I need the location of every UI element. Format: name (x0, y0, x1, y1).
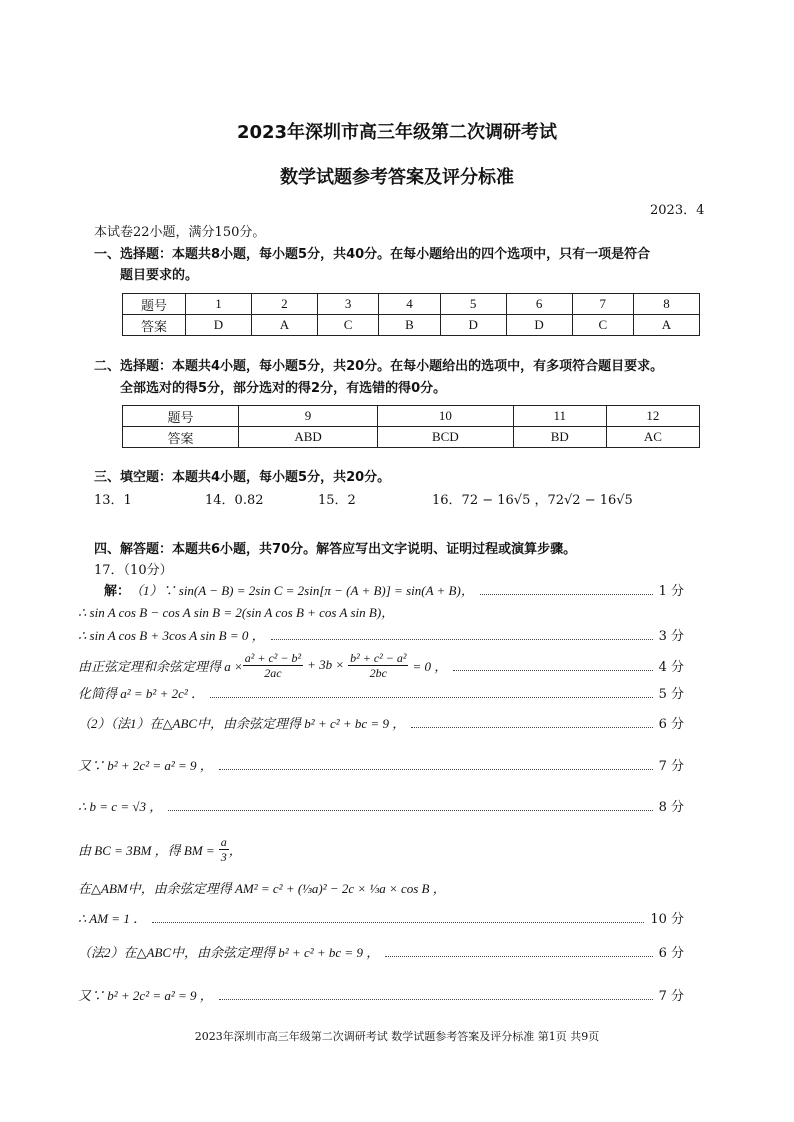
score-points: 4 分 (658, 659, 684, 675)
section2-heading-line2: 全部选对的得5分，部分选对的得2分，有选错的得0分。 (120, 381, 447, 396)
table-row (123, 406, 700, 427)
exam-intro: 本试卷22小题，满分150分。 (94, 225, 266, 240)
solution-text: 由正弦定理和余弦定理得 a × (78, 658, 243, 674)
fraction (348, 651, 408, 680)
fraction-numerator: b² + c² − a² (350, 650, 407, 665)
dot-leader (210, 687, 653, 698)
score-points: 6 分 (658, 945, 684, 961)
dot-leader (385, 946, 652, 957)
score-points: 6 分 (658, 716, 684, 732)
section3-heading: 三、填空题：本题共4小题，每小题5分，共20分。 (94, 470, 391, 485)
answer-15: 15．2 (318, 493, 356, 508)
table-cell: C (317, 315, 378, 336)
table-cell: A (251, 315, 317, 336)
solution-line-12 (78, 942, 684, 960)
page-footer: 2023年深圳市高三年级第二次调研考试 数学试题参考答案及评分标准 第1页 共9页 (194, 1030, 600, 1043)
solution-line-11 (78, 908, 684, 926)
solution-text: 由 BC = 3BM ，得 BM = (78, 842, 215, 858)
score-points: 8 分 (658, 799, 684, 815)
dot-leader (411, 717, 652, 728)
answer-16: 16．72 − 16√5 ，72√2 − 16√5 (432, 493, 633, 508)
solution-text: ∴ AM = 1 ． (78, 910, 147, 926)
table-cell: BD (513, 427, 606, 448)
dot-leader (219, 759, 653, 770)
solution-line-3 (78, 625, 684, 643)
table-cell: 12 (606, 406, 699, 427)
table-cell: 8 (633, 294, 699, 315)
table-cell: 4 (379, 294, 440, 315)
question-17-label: 17．（10分） (94, 563, 173, 578)
solution-text: ∴ sin A cos B − cos A sin B = 2(sin A cos B + cos A sin B)， (78, 604, 395, 620)
solution-text: = 0 ， (412, 658, 448, 674)
table-row (123, 315, 700, 336)
score-points: 10 分 (650, 911, 684, 927)
table-cell: C (572, 315, 633, 336)
fraction-numerator: a (220, 834, 227, 849)
table-cell: 9 (239, 406, 378, 427)
table-cell: 答案 (123, 315, 186, 336)
fraction (219, 835, 229, 864)
solution-text: 又∵ b² + 2c² = a² = 9 ， (78, 757, 213, 773)
table-cell: D (186, 315, 252, 336)
table-cell: AC (606, 427, 699, 448)
solution-text: （法2）在△ABC中，由余弦定理得 b² + c² + bc = 9 ， (78, 944, 380, 960)
table-cell: 11 (513, 406, 606, 427)
solution-line-7 (78, 755, 684, 773)
table-cell: BCD (378, 427, 514, 448)
solution-text: ∴ sin A cos B + 3cos A sin B = 0 ， (78, 627, 265, 643)
table-cell: 7 (572, 294, 633, 315)
solution-line-8 (78, 796, 684, 814)
fraction-denominator: 3 (220, 849, 227, 864)
score-points: 7 分 (658, 988, 684, 1004)
dot-leader (152, 912, 644, 923)
table-cell: B (379, 315, 440, 336)
table-cell: 1 (186, 294, 252, 315)
fraction (243, 651, 303, 680)
dot-leader (219, 989, 653, 1000)
fraction-numerator: a² + c² − b² (244, 650, 302, 665)
dot-leader (168, 800, 652, 811)
table-cell: D (506, 315, 572, 336)
dot-leader (271, 629, 653, 640)
fraction-denominator: 2bc (369, 665, 387, 680)
solution-text: 在△ABM中，由余弦定理得 AM² = c² + (⅓a)² − 2c × ⅓a × cos B ， (78, 880, 446, 896)
solution-line-13 (78, 985, 684, 1003)
table-cell: 6 (506, 294, 572, 315)
solution-text: + 3b × (307, 657, 345, 672)
table-cell: 2 (251, 294, 317, 315)
solution-line-5 (78, 683, 684, 701)
solution-text: ， (228, 842, 242, 858)
fraction-denominator: 2ac (264, 665, 282, 680)
answer-14: 14．0.82 (205, 493, 264, 508)
solution-text: 化简得 a² = b² + 2c² ． (78, 685, 205, 701)
table-row (123, 294, 700, 315)
table-cell: 5 (440, 294, 506, 315)
exam-date: 2023．4 (650, 203, 705, 218)
solution-line-1 (104, 580, 684, 598)
table-row (123, 427, 700, 448)
table-cell: 题号 (123, 294, 186, 315)
solution-text: （1）∵ sin(A − B) = 2sin C = 2sin[π − (A + B)] = sin(A + B)， (130, 582, 474, 598)
solution-line-2 (78, 602, 684, 620)
solution-line-9 (78, 834, 684, 864)
table-cell: 题号 (123, 406, 239, 427)
table-cell: 3 (317, 294, 378, 315)
solution-text: 又∵ b² + 2c² = a² = 9 ， (78, 987, 213, 1003)
solution-line-10 (78, 878, 684, 896)
table-cell: D (440, 315, 506, 336)
answer-table-1 (122, 293, 700, 336)
solution-text: （2）（法1）在△ABC中，由余弦定理得 b² + c² + bc = 9 ， (78, 715, 406, 731)
table-cell: A (633, 315, 699, 336)
page-title: 2023年深圳市高三年级第二次调研考试 (236, 122, 558, 143)
section1-heading-line1: 一、选择题：本题共8小题，每小题5分，共40分。在每小题给出的四个选项中，只有一项是符合 (94, 247, 651, 262)
dot-leader (453, 660, 652, 671)
table-cell: ABD (239, 427, 378, 448)
table-cell: 答案 (123, 427, 239, 448)
section4-heading: 四、解答题：本题共6小题，共70分。解答应写出文字说明、证明过程或演算步骤。 (94, 542, 577, 557)
table-cell: 10 (378, 406, 514, 427)
solution-line-6 (78, 713, 684, 731)
answer-table-2 (122, 405, 700, 448)
score-points: 7 分 (658, 758, 684, 774)
solution-label: 解： (104, 583, 131, 599)
score-points: 3 分 (658, 628, 684, 644)
solution-line-4 (78, 650, 684, 680)
page-subtitle: 数学试题参考答案及评分标准 (280, 167, 514, 188)
section1-heading-line2: 题目要求的。 (120, 268, 199, 283)
answer-13: 13．1 (94, 493, 132, 508)
section2-heading-line1: 二、选择题：本题共4小题，每小题5分，共20分。在每小题给出的选项中，有多项符合题目要求。 (94, 359, 664, 374)
score-points: 5 分 (658, 686, 684, 702)
dot-leader (480, 584, 653, 595)
score-points: 1 分 (658, 583, 684, 599)
solution-text: ∴ b = c = √3 ， (78, 798, 163, 814)
